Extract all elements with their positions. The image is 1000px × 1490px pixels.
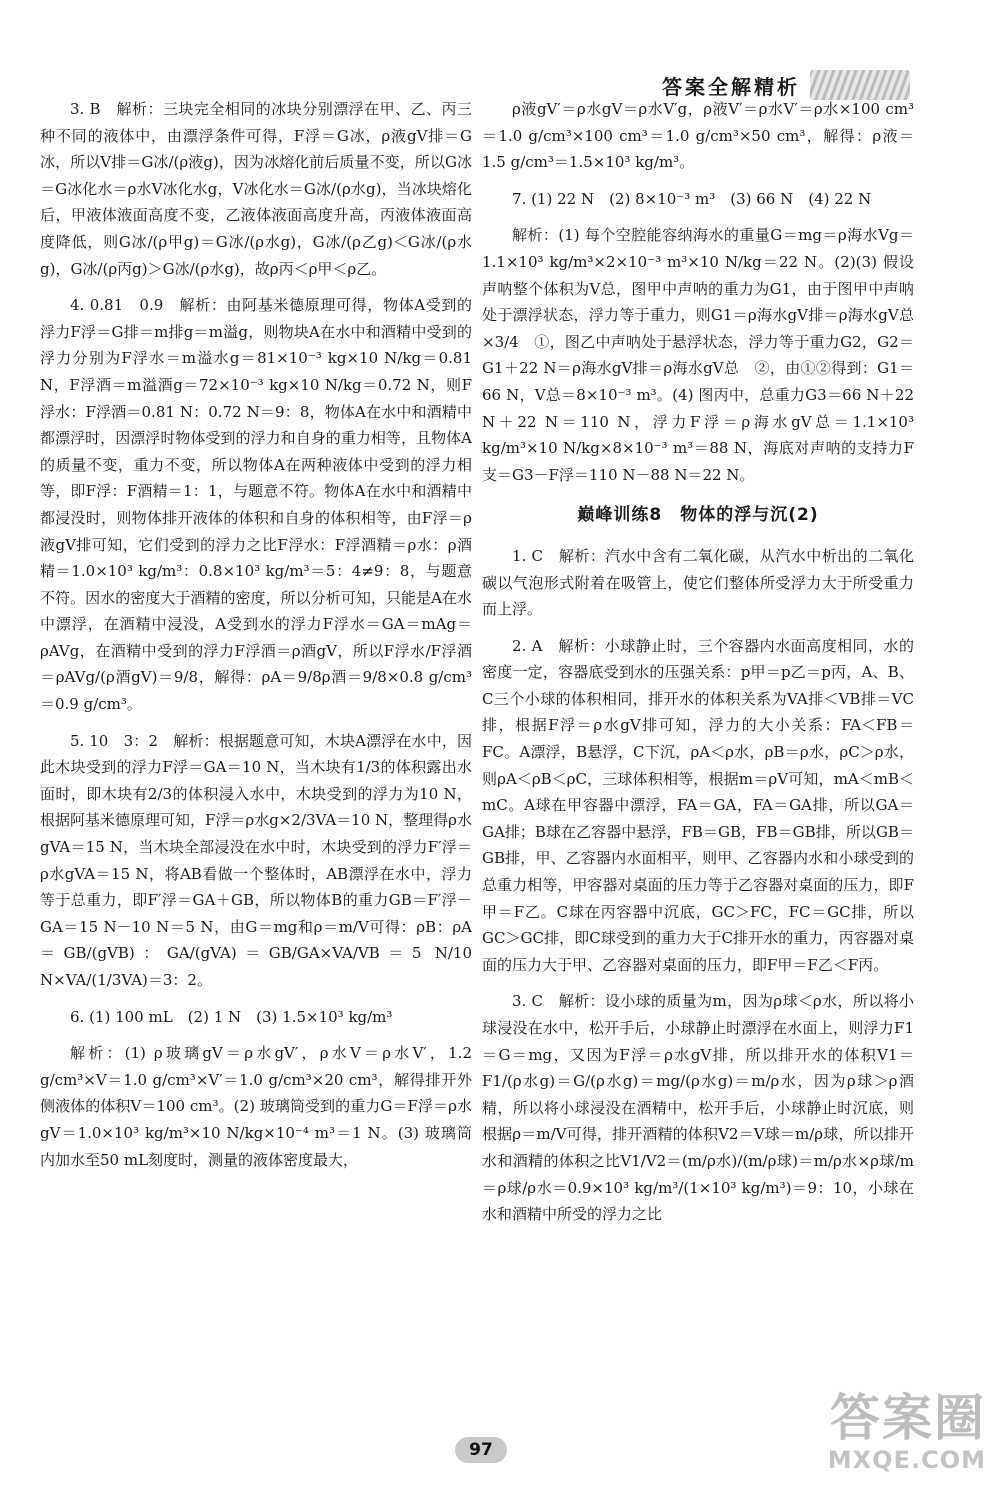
- left-column: [40, 96, 472, 1183]
- page-number: 97: [455, 1437, 507, 1463]
- watermark-text: 答案圈: [830, 1389, 986, 1447]
- section-answer-1: 1. C 解析：汽水中含有二氧化碳，从汽水中析出的二氧化碳以气泡形式附着在吸管上，使它们整体所受浮力大于所受重力而上浮。: [482, 546, 914, 619]
- answer-7-explanation: 解析：(1) 每个空腔能容纳海水的重量G＝mg＝ρ海水Vg＝1.1×10³ kg/m³×2×10⁻³ m³×10 N/kg＝22 N。(2)(3) 假设声呐整个体积为V总，图甲中声呐的重力为G1，由于图甲中声呐处于漂浮状态，浮力等于重力，则G1＝ρ海水gV排＝ρ海水gV总×3/4 ①，图乙中声呐处于悬浮状态，浮力等于重力G2，G2＝G1＋22 N＝ρ海水gV排＝ρ海水gV总 ②，由①②得到：G1＝66 N，V总＝8×10⁻³ m³。(4) 图丙中，总重力G3＝66 N＋22 N＋22 N＝110 N，浮力F浮＝ρ海水gV总＝1.1×10³ kg/m³×10 N/kg×8×10⁻³ m³＝88 N，海底对声呐的支持力F支＝G3－F浮＝110 N－88 N＝22 N。: [482, 226, 914, 484]
- answer-6-continued: ρ液gV′＝ρ水gV＝ρ水V′g，ρ液V′＝ρ水V′＝ρ水×100 cm³＝1.0 g/cm³×100 cm³＝1.0 g/cm³×50 cm³，解得：ρ液＝1.5 g/cm³＝1.5×10³ kg/m³。: [482, 100, 914, 172]
- watermark-logo: [796, 1390, 986, 1480]
- answer-5: 5. 10 3：2 解析：根据题意可知，木块A漂浮在水中，因此木块受到的浮力F浮＝GA＝10 N，当木块有1/3的体积露出水面时，即木块有2/3的体积浸入水中，木块受到的浮力为10 N，根据阿基米德原理可知，F浮＝ρ水g×2/3VA＝10 N，整理得ρ水gVA＝15 N，当木块全部浸没在水中时，木块受到的浮力F′浮＝ρ水gVA＝15 N，将AB看做一个整体时，AB漂浮在水中，浮力等于总重力，即F′浮＝GA＋GB，所以物体B的重力GB＝F′浮－GA＝15 N－10 N＝5 N，由G＝mg和ρ＝m/V可得：ρB：ρA＝GB/(gVB)：GA/(gVA)＝GB/GA×VA/VB＝5 N/10 N×VA/(1/3VA)＝3：2。: [40, 731, 472, 989]
- answer-4: 4. 0.81 0.9 解析：由阿基米德原理可得，物体A受到的浮力F浮＝G排＝m排g＝m溢g，则物块A在水中和酒精中受到的浮力分别为F浮水＝m溢水g＝81×10⁻³ kg×10 N/kg＝0.81 N，F浮酒＝m溢酒g＝72×10⁻³ kg×10 N/kg＝0.72 N，则F浮水：F浮酒＝0.81 N：0.72 N＝9：8，物体A在水中和酒精中都漂浮时，因漂浮时物体受到的浮力和自身的重力相等，且物体A的质量不变，重力不变，所以物体A在两种液体中受到的浮力相等，即F浮：F酒精＝1：1，与题意不符。物体A在水中和酒精中都浸没时，则物体排开液体的体积和自身的体积相等，由F浮＝ρ液gV排可知，它们受到的浮力之比F浮水：F浮酒精＝ρ水：ρ酒精＝1.0×10³ kg/m³：0.8×10³ kg/m³＝5：4≠9：8，与题意不符。因水的密度大于酒精的密度，所以分析可知，只能是A在水中漂浮，在酒精中浸没，A受到水的浮力F浮水＝GA＝mAg＝ρAVg，在酒精中受到的浮力F浮酒＝ρ酒gV，所以F浮水/F浮酒＝ρAVg/(ρ酒gV)＝9/8，解得：ρA＝9/8ρ酒＝9/8×0.8 g/cm³＝0.9 g/cm³。: [40, 296, 472, 714]
- section-heading: 巅峰训练8 物体的浮与沉(2): [577, 505, 819, 526]
- answer-3: 3. B 解析：三块完全相同的冰块分别漂浮在甲、乙、丙三种不同的液体中，由漂浮条件可得，F浮＝G冰，ρ液gV排＝G冰，所以V排＝G冰/(ρ液g)，因为冰熔化前后质量不变，所以G冰＝G冰化水＝ρ水V冰化水g，V冰化水＝G冰/(ρ水g)，当冰块熔化后，甲液体液面高度不变，乙液体液面高度升高，丙液体液面高度降低，则G冰/(ρ甲g)＝G冰/(ρ水g)，G冰/(ρ乙g)＜G冰/(ρ水g)，G冰/(ρ丙g)＞G冰/(ρ水g)，故ρ丙＜ρ甲＜ρ乙。: [40, 100, 472, 278]
- answer-6: 6. (1) 100 mL (2) 1 N (3) 1.5×10³ kg/m³: [70, 1007, 393, 1026]
- right-column: [482, 96, 914, 1238]
- section-answer-2: 2. A 解析：小球静止时，三个容器内水面高度相同，水的密度一定，容器底受到水的压强关系：p甲＝p乙＝p丙，A、B、C三个小球的体积相同，排开水的体积关系为VA排＜VB排＝VC排，根据F浮＝ρ水gV排可知，浮力的大小关系：FA＜FB＝FC。A漂浮，B悬浮，C下沉，ρA＜ρ水，ρB＝ρ水，ρC＞ρ水，则ρA＜ρB＜ρC，三球体积相等，根据m＝ρV可知，mA＜mB＜mC。A球在甲容器中漂浮，FA＝GA，FA＝GA排，所以GA＝GA排；B球在乙容器中悬浮，FB＝GB，FB＝GB排，所以GB＝GB排，甲、乙容器内水面相平，则甲、乙容器内水和小球受到的总重力相等，甲容器对桌面的压力等于乙容器对桌面的压力，即F甲＝F乙。C球在丙容器中沉底，GC＞FC，FC＝GC排，所以GC＞GC排，即C球受到的重力大于C排开水的重力，丙容器对桌面的压力大于甲、乙容器对桌面的压力，即F甲＝F乙＜F丙。: [482, 636, 914, 974]
- section-answer-3: 3. C 解析：设小球的质量为m，因为ρ球＜ρ水，所以将小球浸没在水中，松开手后，小球静止时漂浮在水面上，则浮力F1＝G＝mg，又因为F浮＝ρ水gV排，所以排开水的体积V1＝F1/(ρ水g)＝G/(ρ水g)＝mg/(ρ水g)＝m/ρ水，因为ρ球＞ρ酒精，所以将小球浸没在酒精中，松开手后，小球静止时沉底，则根据ρ＝m/V可得，排开酒精的体积V2＝V球＝m/ρ球，所以排开水和酒精的体积之比V1/V2＝(m/ρ水)/(m/ρ球)＝m/ρ水×ρ球/m＝ρ球/ρ水＝0.9×10³ kg/m³/(1×10³ kg/m³)＝9：10，小球在水和酒精中所受的浮力之比: [482, 992, 914, 1224]
- answer-6-explanation: 解析：(1) ρ玻璃gV＝ρ水gV′，ρ水V＝ρ水V′，1.2 g/cm³×V＝1.0 g/cm³×V′＝1.0 g/cm³×20 cm³，解得排开外侧液体的体积V＝100 cm³。(2) 玻璃筒受到的重力G＝F浮＝ρ水gV＝1.0×10³ kg/m³×10 N/kg×10⁻⁴ m³＝1 N。(3) 玻璃筒内加水至50 mL刻度时，测量的液体密度最大，: [40, 1044, 472, 1169]
- answer-7: 7. (1) 22 N (2) 8×10⁻³ m³ (3) 66 N (4) 22 N: [512, 189, 872, 208]
- watermark-url: MXQE.COM: [827, 1446, 986, 1474]
- header-title: 答案全解精析: [662, 74, 800, 99]
